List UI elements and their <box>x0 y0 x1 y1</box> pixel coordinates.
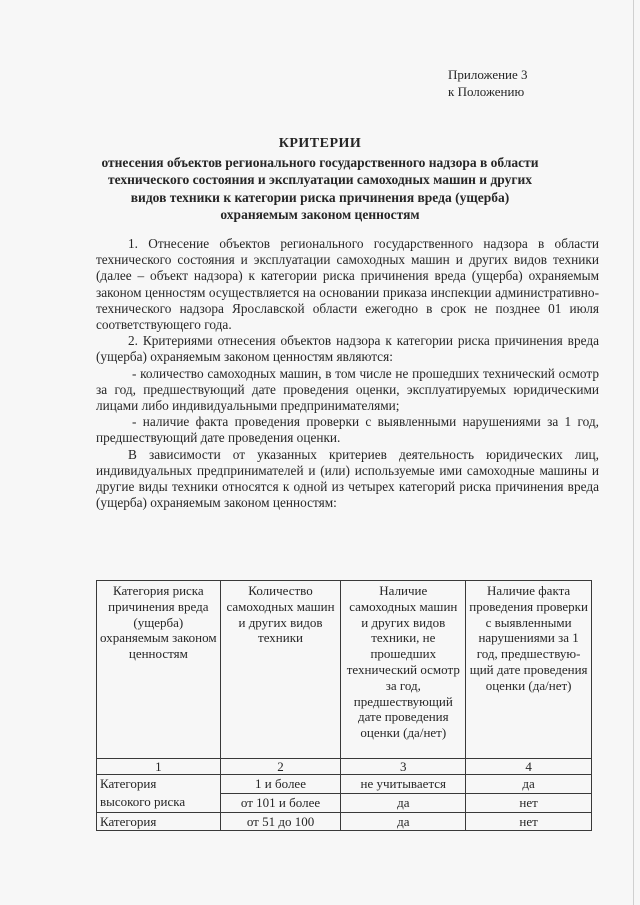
header-cell-count: Количество самоходных машин и других видов техники <box>220 581 341 759</box>
document-body <box>96 236 599 511</box>
table-header-row <box>97 581 592 759</box>
title-heading: КРИТЕРИИ <box>278 136 362 151</box>
table-row <box>97 775 592 794</box>
title-subtitle: отнесения объектов регионального государственного надзора в области технического состояния и эксплуатации самоходных машин и других видов техники к категории риска причинения вреда (ущерба) охраняемым законом ценностям <box>101 154 539 222</box>
header-cell-violations: Наличие факта проведения проверки с выявленными нарушениями за 1 год, предшествую-щий дате проведения оценки (да/нет) <box>466 581 592 759</box>
category-cell: Категория <box>97 775 221 794</box>
no-inspection-cell: да <box>341 812 466 831</box>
count-cell: от 101 и более <box>220 793 341 812</box>
header-cell-no-inspection: Наличие самоходных машин и других видов техники, не прошедших технический осмотр за год, предшествующий дате проведения оценки (да/нет) <box>341 581 466 759</box>
category-cell: высокого риска <box>97 793 221 812</box>
number-cell: 3 <box>341 759 466 775</box>
no-inspection-cell: не учитывается <box>341 775 466 794</box>
header-cell-category: Категория риска причинения вреда (ущерба) охраняемым законом ценностям <box>97 581 221 759</box>
paragraph-1: 1. Отнесение объектов регионального государственного надзора в области технического состояния и эксплуатации самоходных машин и других видов техники (далее – объект надзора) к категории риска причинения вреда (ущерба) охраняемым законом ценностям осуществляется на основании приказа инспекции административно-технического надзора Ярославской области ежегодно в срок не позднее 01 июля соответствующего года. <box>96 236 599 333</box>
number-cell: 2 <box>220 759 341 775</box>
table-number-row <box>97 759 592 775</box>
count-cell: от 51 до 100 <box>220 812 341 831</box>
risk-category-table <box>96 580 592 831</box>
paragraph-3: В зависимости от указанных критериев деятельность юридических лиц, индивидуальных предпринимателей и (или) используемые ими самоходные машины и другие виды техники относятся к одной из четырех категорий риска причинения вреда (ущерба) охраняемым законом ценностям: <box>96 446 599 511</box>
count-cell: 1 и более <box>220 775 341 794</box>
appendix-note <box>448 66 528 100</box>
table-row <box>97 812 592 831</box>
number-cell: 1 <box>97 759 221 775</box>
paragraph-criterion-2: - наличие факта проведения проверки с выявленными нарушениями за 1 год, предшествующий дате проведения оценки. <box>96 414 599 446</box>
violations-cell: нет <box>466 793 592 812</box>
no-inspection-cell: да <box>341 793 466 812</box>
number-cell: 4 <box>466 759 592 775</box>
violations-cell: нет <box>466 812 592 831</box>
violations-cell: да <box>466 775 592 794</box>
paragraph-2: 2. Критериями отнесения объектов надзора к категории риска причинения вреда (ущерба) охраняемым законом ценностям являются: <box>96 333 599 365</box>
paragraph-criterion-1: - количество самоходных машин, в том числе не прошедших технический осмотр за год, предшествующий дате проведения оценки, эксплуатируемых юридическими лицами либо индивидуальными предпринимателями; <box>96 365 599 414</box>
category-cell: Категория <box>97 812 221 831</box>
appendix-line-2: к Положению <box>448 84 525 99</box>
table-row <box>97 793 592 812</box>
page-edge <box>633 0 634 905</box>
document-title <box>96 135 544 224</box>
appendix-line-1: Приложение 3 <box>448 67 528 82</box>
